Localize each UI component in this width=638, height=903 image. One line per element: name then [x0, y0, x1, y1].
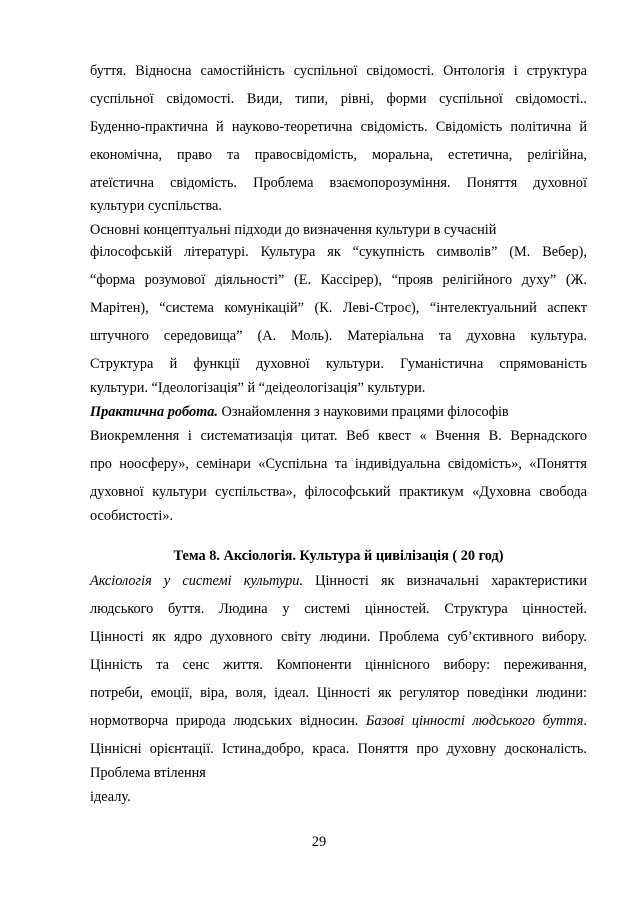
topic-line [90, 711, 587, 731]
text-line: філософській літературі. Культура як “сукупність символів” (М. Вебер), [90, 244, 587, 260]
text-line: культури суспільства. [90, 198, 222, 214]
text-line: штучного середовища” (А. Моль). Матеріальна та духовна культура. [90, 328, 587, 344]
topic-italic-title: Аксіологія у системі культури. [90, 573, 303, 589]
text-line: про ноосферу», семінари «Суспільна та індивідуальна свідомість», «Поняття [90, 456, 587, 472]
text-line: Буденно-практична й науково-теоретична свідомість. Свідомість політична й [90, 119, 587, 135]
topic-line: Цінності як ядро духовного світу людини. Проблема суб’єктивного вибору. [90, 629, 587, 645]
text-line: суспільної свідомості. Види, типи, рівні, форми суспільної свідомості.. [90, 91, 587, 107]
text-line: “форма розумової діяльності” (Е. Кассірер), “прояв релігійного духу” (Ж. [90, 272, 587, 288]
practical-work-label: Практична робота. [90, 404, 218, 420]
text-line: Виокремлення і систематизація цитат. Веб квест « Вчення В. Вернадского [90, 428, 587, 444]
topic-line-text: Цінності як визначальні характеристики [302, 573, 587, 589]
topic-line: Цінність та сенс життя. Компоненти ціннісного вибору: переживання, [90, 657, 587, 673]
text-line: Структура й функції духовної культури. Гуманістична спрямованість [90, 356, 587, 372]
text-line: буття. Відносна самостійність суспільної свідомості. Онтологія і структура [90, 63, 587, 79]
topic-line: Ціннісні орієнтації. Істина,добро, краса. Поняття про духовну досконалість. [90, 741, 587, 757]
practical-work-line [90, 402, 509, 422]
text-line: духовної культури суспільства», філософський практикум «Духовна свобода [90, 484, 587, 500]
topic-line-text: нормотворча природа людських відносин. [90, 713, 366, 729]
text-line: культури. “Ідеологізація” й “деідеологізація” культури. [90, 380, 426, 396]
topic-line: потреби, емоції, віра, воля, ідеал. Цінності як регулятор поведінки людини: [90, 685, 587, 701]
text-line: Основні концептуальні підходи до визначення культури в сучасній [90, 222, 497, 238]
text-line: економічна, право та правосвідомість, моральна, естетична, релігійна, [90, 147, 587, 163]
topic-heading: Тема 8. Аксіологія. Культура й цивілізація ( 20 год) [173, 548, 504, 564]
topic-line [90, 571, 587, 591]
text-line: особистості». [90, 508, 174, 524]
topic-line: Проблема втілення [90, 765, 206, 781]
page-number: 29 [311, 834, 327, 850]
topic-line: ідеалу. [90, 789, 131, 805]
text-line: атеїстична свідомість. Проблема взаємопорозуміння. Поняття духовної [90, 175, 587, 191]
text-line: Марітен), “система комунікацій” (К. Леві-Строс), “інтелектуальний аспект [90, 300, 587, 316]
topic-line-text: . [583, 713, 587, 729]
topic-line: людського буття. Людина у системі цінностей. Структура цінностей. [90, 601, 587, 617]
topic-italic-phrase: Базові цінності людського буття [365, 713, 584, 729]
practical-work-text: Ознайомлення з науковими працями філософів [217, 404, 509, 420]
